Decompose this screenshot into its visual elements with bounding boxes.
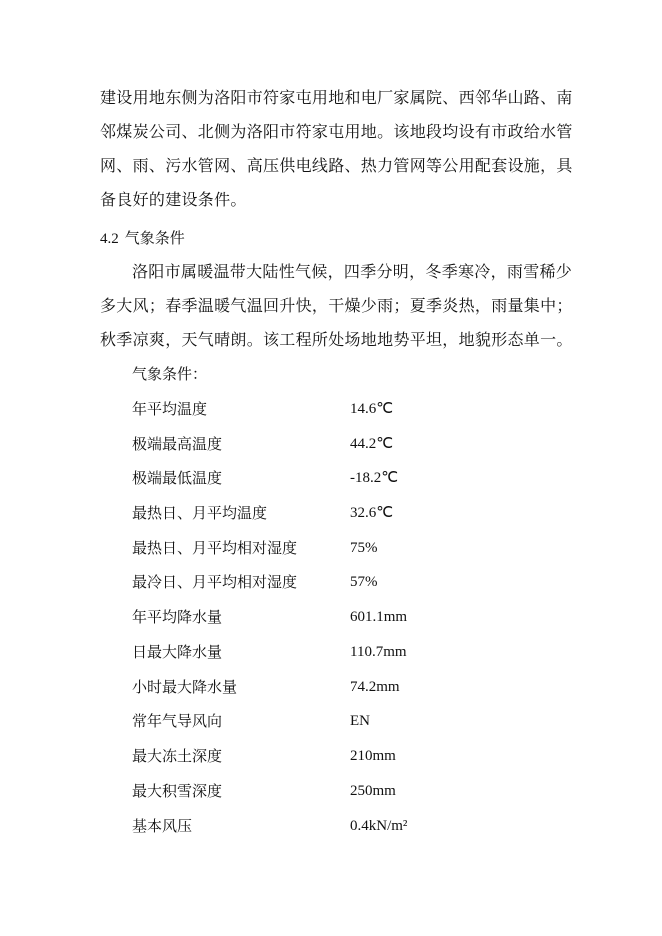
row-value: 75%	[350, 540, 378, 556]
row-value: 74.2mm	[350, 679, 400, 695]
table-row	[132, 398, 462, 420]
paragraph-site-line-4: 备良好的建设条件。	[100, 190, 247, 209]
table-row	[132, 815, 462, 837]
row-label: 最冷日、月平均相对湿度	[132, 573, 298, 591]
row-value: 44.2℃	[350, 436, 394, 452]
paragraph-climate-line-3: 秋季凉爽，天气晴朗。该工程所处场地地势平坦，地貌形态单一。	[100, 330, 573, 349]
row-label: 年平均降水量	[132, 608, 223, 626]
table-row	[132, 676, 462, 698]
row-label: 年平均温度	[132, 400, 208, 418]
row-label: 极端最高温度	[132, 435, 223, 453]
table-caption: 气象条件：	[132, 365, 208, 383]
row-value: 32.6℃	[350, 505, 394, 521]
section-title: 气象条件	[124, 229, 185, 247]
row-label: 基本风压	[132, 817, 193, 835]
row-value: 250mm	[350, 783, 396, 799]
paragraph-climate-line-2: 多大风；春季温暖气温回升快，干燥少雨；夏季炎热，雨量集中；	[100, 296, 573, 315]
row-label: 最热日、月平均相对湿度	[132, 539, 298, 557]
row-value: 601.1mm	[350, 609, 408, 625]
section-number: 4.2	[100, 231, 119, 247]
table-row	[132, 433, 462, 455]
row-label: 最热日、月平均温度	[132, 504, 268, 522]
paragraph-site-line-3: 网、雨、污水管网、高压供电线路、热力管网等公用配套设施，具	[100, 156, 573, 175]
table-row	[132, 502, 462, 524]
paragraph-site-line-2: 邻煤炭公司、北侧为洛阳市符家屯用地。该地段均设有市政给水管	[100, 122, 573, 141]
row-value: 210mm	[350, 748, 396, 764]
table-row	[132, 571, 462, 593]
row-label: 常年气导风向	[132, 712, 223, 730]
table-row	[132, 606, 462, 628]
row-label: 小时最大降水量	[132, 678, 238, 696]
table-row	[132, 780, 462, 802]
table-row	[132, 745, 462, 767]
row-value: 57%	[350, 574, 378, 590]
row-label: 最大积雪深度	[132, 782, 223, 800]
row-value: EN	[350, 713, 370, 729]
row-label: 极端最低温度	[132, 469, 223, 487]
row-value: 14.6℃	[350, 401, 394, 417]
table-row	[132, 710, 462, 732]
row-label: 日最大降水量	[132, 643, 223, 661]
row-value: 110.7mm	[350, 644, 407, 660]
row-label: 最大冻土深度	[132, 747, 223, 765]
table-row	[132, 641, 462, 663]
paragraph-climate-line-1: 洛阳市属暖温带大陆性气候，四季分明，冬季寒冷，雨雪稀少	[132, 262, 573, 281]
row-value: -18.2℃	[350, 470, 399, 486]
table-row	[132, 537, 462, 559]
paragraph-site-line-1: 建设用地东侧为洛阳市符家屯用地和电厂家属院、西邻华山路、南	[100, 88, 573, 107]
row-value: 0.4kN/m²	[350, 818, 408, 834]
section-heading	[100, 228, 185, 249]
table-row	[132, 467, 462, 489]
